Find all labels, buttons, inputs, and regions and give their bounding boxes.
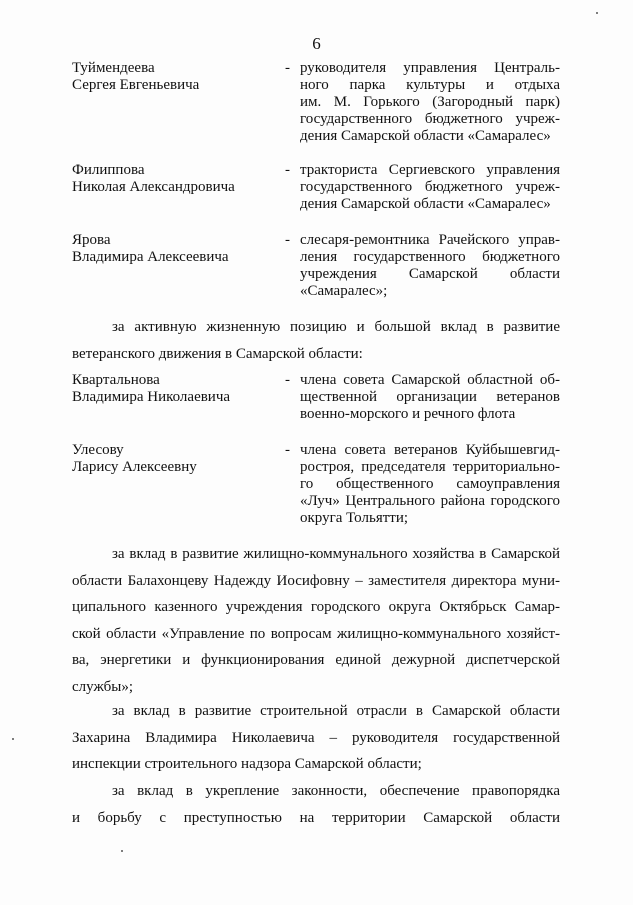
person-name: Ярова Владимира Алексеевича <box>72 232 229 265</box>
person-name: Филиппова Николая Александровича <box>72 162 235 195</box>
person-position: руководителя управления Централь- ного парка культуры и отдыха им. М. Горького (Загородный парк) государственного бюджетного учреж- дения Самарской области «Самаралес» <box>300 60 560 144</box>
person-position: тракториста Сергиевского управления государственного бюджетного учреж- дения Самарской области «Самаралес» <box>300 162 560 212</box>
person-name: Улесову Ларису Алексеевну <box>72 442 197 475</box>
person-position: слесаря-ремонтника Рачейского управ- ления государственного бюджетного учреждения Самарской области «Самаралес»; <box>300 232 560 299</box>
person-name: Квартальнова Владимира Николаевича <box>72 372 231 405</box>
entry-dash: - <box>285 162 290 178</box>
award-category-veterans: за активную жизненную позицию и большой вклад в развитие ветеранского движения в Самарской области: <box>72 319 560 362</box>
scan-speck <box>12 738 14 740</box>
entry-dash: - <box>285 372 290 388</box>
page-number: 6 <box>312 34 321 53</box>
award-category-construction: за вклад в развитие строительной отрасли в Самарской области Захарина Владимира Николаевича – руководителя государственной инспекции строительного надзора Самарской области; <box>72 703 560 772</box>
award-category-housing: за вклад в развитие жилищно-коммунального хозяйства в Самарской области Балахонцеву Надежду Иосифовну – заместителя директора муни- ципального казенного учреждения городского округа Октябрьск Самар- ской области «Управление по вопросам жилищно-коммунального хозяйст- ва, энергетики и функционирования единой дежурной диспетчерской службы»; <box>72 546 560 695</box>
scan-speck <box>121 850 123 852</box>
award-category-law-order: за вклад в укрепление законности, обеспечение правопорядка и борьбу с преступностью на территории Самарской области <box>72 783 560 826</box>
entry-dash: - <box>285 232 290 248</box>
entry-dash: - <box>285 442 290 458</box>
person-position: члена совета Самарской областной об- щественной организации ветеранов военно-морского и речного флота <box>300 372 560 422</box>
person-position: члена совета ветеранов Куйбышевгид- ростроя, председателя территориально- го общественного самоуправления «Луч» Центрального района городского округа Тольятти; <box>300 442 560 526</box>
scan-speck <box>596 12 598 14</box>
person-name: Туймендеева Сергея Евгеньевича <box>72 60 200 93</box>
entry-dash: - <box>285 60 290 76</box>
